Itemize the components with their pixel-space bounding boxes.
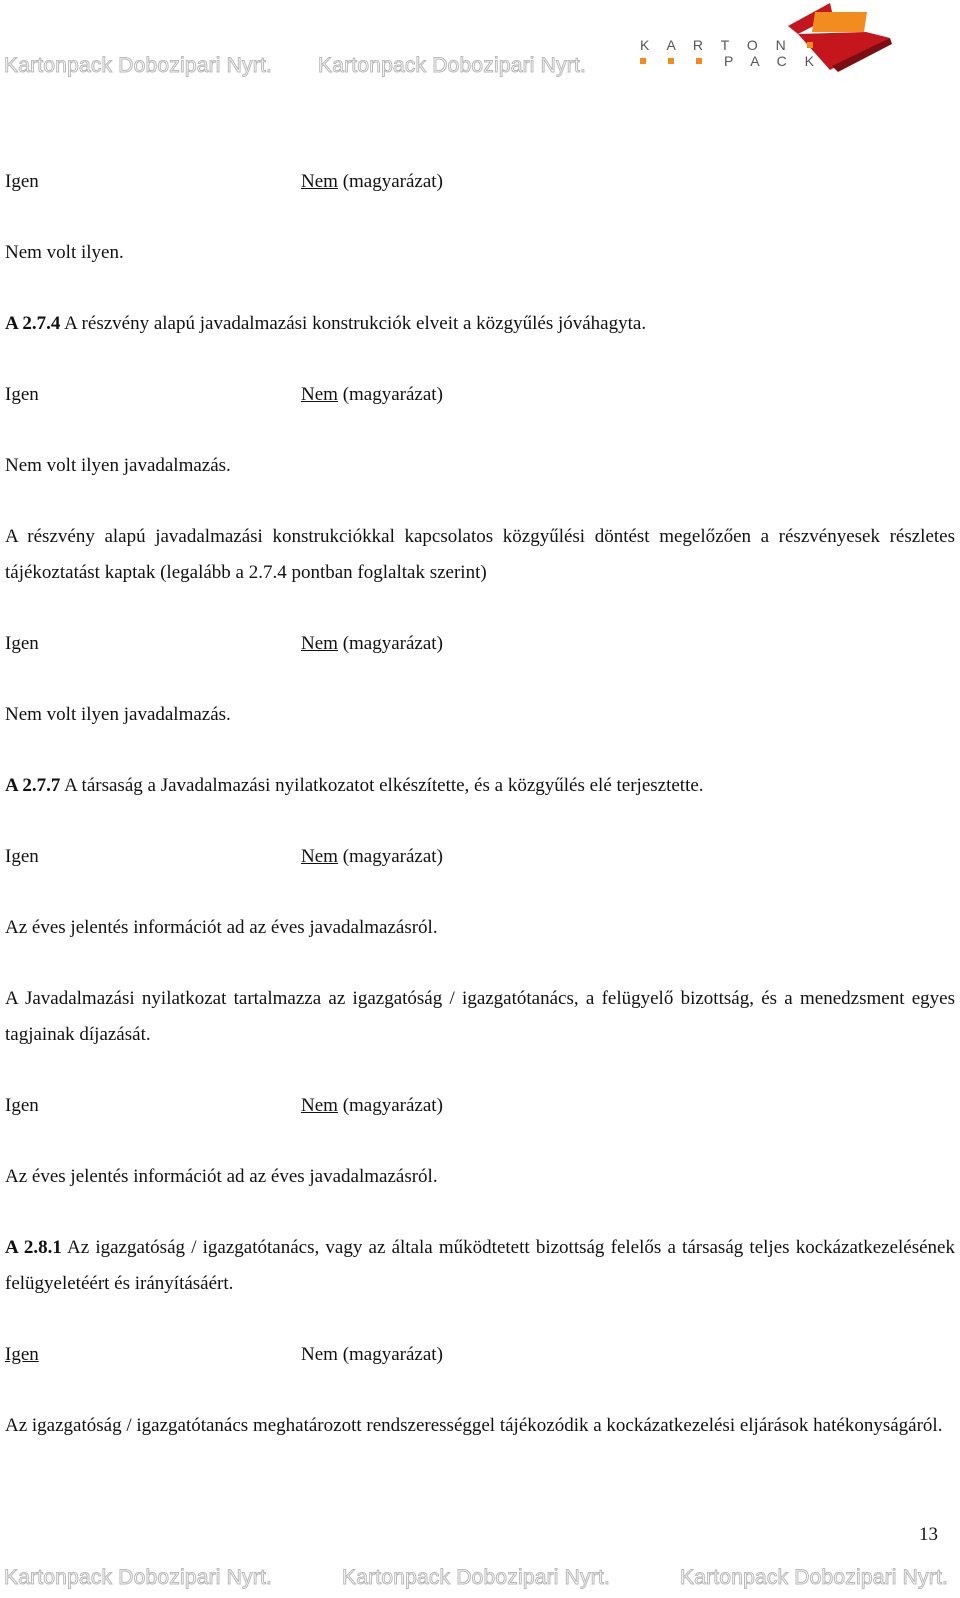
answer-row (5, 1093, 945, 1119)
answer-no: Nem (magyarázat) (301, 633, 443, 654)
paragraph: Az éves jelentés információt ad az éves javadalmazásról. (5, 1166, 438, 1187)
section-code: A 2.8.1 (5, 1237, 62, 1258)
answer-row (5, 631, 945, 657)
header-watermark-right: Kartonpack Dobozipari Nyrt. (318, 54, 587, 77)
section-code: A 2.7.4 (5, 313, 61, 334)
answer-row (5, 844, 945, 870)
answer-yes: Igen (5, 384, 39, 405)
answer-yes: Igen (5, 171, 39, 192)
answer-row (5, 169, 945, 195)
answer-yes: Igen (5, 1344, 39, 1365)
answer-row (5, 1342, 945, 1368)
footer-watermark-3: Kartonpack Dobozipari Nyrt. (680, 1566, 949, 1589)
section-heading-2-7-4: A 2.7.4 A részvény alapú javadalmazási konstrukciók elveit a közgyűlés jóváhagyta. (5, 313, 647, 334)
paragraph: A Javadalmazási nyilatkozat tartalmazza az igazgatóság / igazgatótanács, a felügyelő bizottság, és a menedzsment egyes tagjainak díjazását. (5, 988, 955, 1045)
answer-no: Nem (magyarázat) (301, 846, 443, 867)
paragraph: Nem volt ilyen. (5, 242, 124, 263)
footer-watermark-2: Kartonpack Dobozipari Nyrt. (342, 1566, 611, 1589)
answer-yes: Igen (5, 1095, 39, 1116)
paragraph: Nem volt ilyen javadalmazás. (5, 455, 231, 476)
answer-yes: Igen (5, 846, 39, 867)
paragraph: Nem volt ilyen javadalmazás. (5, 704, 231, 725)
answer-yes: Igen (5, 633, 39, 654)
kartonpack-logo-graphic (640, 0, 960, 80)
section-code: A 2.7.7 (5, 775, 61, 796)
answer-no: Nem (magyarázat) (301, 171, 443, 192)
page-number: 13 (919, 1524, 938, 1545)
section-heading-2-8-1: A 2.8.1 Az igazgatóság / igazgatótanács, vagy az általa működtetett bizottság felelős a társaság teljes kockázatkezelésének felügyeletéért és irányításáért. (5, 1237, 955, 1294)
logo-line2: P A C K (724, 53, 821, 69)
answer-no: Nem (magyarázat) (301, 1095, 443, 1116)
paragraph: Az éves jelentés információt ad az éves javadalmazásról. (5, 917, 438, 938)
answer-no: Nem (magyarázat) (301, 1344, 443, 1365)
answer-row (5, 382, 945, 408)
logo-line1: K A R T O N (640, 37, 793, 53)
header-watermark-left: Kartonpack Dobozipari Nyrt. (4, 54, 273, 77)
answer-no: Nem (magyarázat) (301, 384, 443, 405)
footer-watermark-1: Kartonpack Dobozipari Nyrt. (4, 1566, 273, 1589)
section-heading-2-7-7: A 2.7.7 A társaság a Javadalmazási nyilatkozatot elkészítette, és a közgyűlés elé terjesztette. (5, 775, 704, 796)
paragraph: A részvény alapú javadalmazási konstrukciókkal kapcsolatos közgyűlési döntést megelőzően a részvényesek részletes tájékoztatást kaptak (legalább a 2.7.4 pontban foglaltak szerint) (5, 526, 955, 583)
kartonpack-logo (640, 0, 960, 80)
paragraph: Az igazgatóság / igazgatótanács meghatározott rendszerességgel tájékozódik a kockázatkezelési eljárások hatékonyságáról. (5, 1415, 943, 1436)
